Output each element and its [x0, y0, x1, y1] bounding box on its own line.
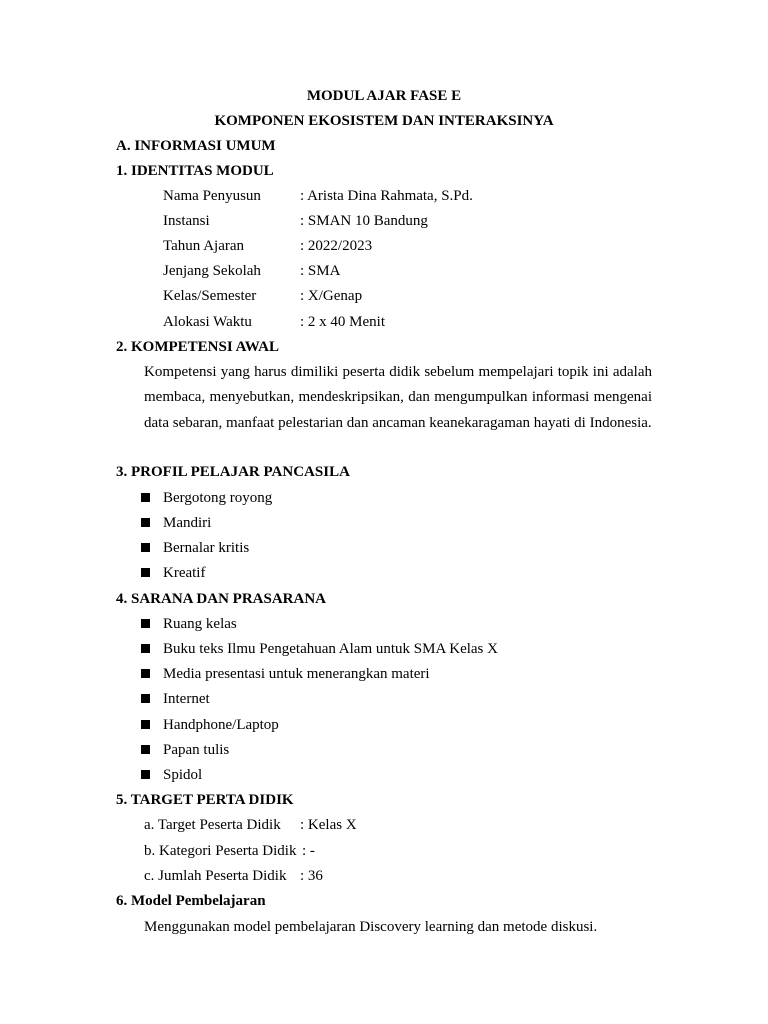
target-value: : -	[302, 843, 315, 859]
identitas-label: Jenjang Sekolah	[163, 263, 261, 279]
model-heading: 6. Model Pembelajaran	[116, 893, 266, 909]
kompetensi-paragraph: Kompetensi yang harus dimiliki peserta didik sebelum mempelajari topik ini adalah membaca, menyebutkan, mendeskripsikan, dan mengumpulkan informasi mengenai data sebaran, manfaat pelestarian dan ancaman keanekaragaman hayati di Indonesia.	[144, 364, 652, 431]
profil-item: Kreatif	[163, 565, 206, 581]
profil-item: Bernalar kritis	[163, 540, 250, 556]
identitas-label: Kelas/Semester	[163, 288, 257, 304]
document-title: MODUL AJAR FASE E	[306, 88, 462, 104]
sarana-item: Ruang kelas	[163, 616, 237, 632]
identitas-heading: 1. IDENTITAS MODUL	[116, 163, 274, 179]
sarana-item: Internet	[163, 691, 210, 707]
identitas-label: Instansi	[163, 213, 210, 229]
square-bullet-icon	[141, 694, 150, 703]
target-value: : 36	[300, 868, 323, 884]
identitas-value: : Arista Dina Rahmata, S.Pd.	[300, 188, 473, 204]
square-bullet-icon	[141, 568, 150, 577]
target-label: b. Kategori Peserta Didik	[144, 843, 297, 859]
target-heading: 5. TARGET PERTA DIDIK	[116, 792, 294, 808]
square-bullet-icon	[141, 518, 150, 527]
identitas-label: Nama Penyusun	[163, 188, 261, 204]
square-bullet-icon	[141, 619, 150, 628]
target-label: c. Jumlah Peserta Didik	[144, 868, 287, 884]
identitas-value: : X/Genap	[300, 288, 363, 304]
model-paragraph: Menggunakan model pembelajaran Discovery learning dan metode diskusi.	[144, 919, 598, 935]
profil-heading: 3. PROFIL PELAJAR PANCASILA	[116, 464, 350, 480]
identitas-label: Tahun Ajaran	[163, 238, 245, 254]
target-value: : Kelas X	[300, 817, 357, 833]
sarana-item: Handphone/Laptop	[163, 717, 279, 733]
sarana-item: Papan tulis	[163, 742, 230, 758]
document-subtitle: KOMPONEN EKOSISTEM DAN INTERAKSINYA	[214, 113, 554, 129]
section-a-heading: A. INFORMASI UMUM	[116, 138, 276, 154]
square-bullet-icon	[141, 669, 150, 678]
sarana-heading: 4. SARANA DAN PRASARANA	[116, 591, 327, 607]
square-bullet-icon	[141, 644, 150, 653]
identitas-value: : 2022/2023	[300, 238, 373, 254]
sarana-item: Buku teks Ilmu Pengetahuan Alam untuk SMA Kelas X	[163, 641, 498, 657]
square-bullet-icon	[141, 493, 150, 502]
profil-item: Bergotong royong	[163, 490, 273, 506]
identitas-value: : SMAN 10 Bandung	[300, 213, 428, 229]
identitas-value: : 2 x 40 Menit	[300, 314, 385, 330]
square-bullet-icon	[141, 745, 150, 754]
target-label: a. Target Peserta Didik	[144, 817, 281, 833]
profil-item: Mandiri	[163, 515, 212, 531]
sarana-item: Media presentasi untuk menerangkan materi	[163, 666, 430, 682]
square-bullet-icon	[141, 543, 150, 552]
identitas-label: Alokasi Waktu	[163, 314, 252, 330]
square-bullet-icon	[141, 720, 150, 729]
square-bullet-icon	[141, 770, 150, 779]
identitas-value: : SMA	[300, 263, 341, 279]
sarana-item: Spidol	[163, 767, 203, 783]
kompetensi-heading: 2. KOMPETENSI AWAL	[116, 339, 279, 355]
